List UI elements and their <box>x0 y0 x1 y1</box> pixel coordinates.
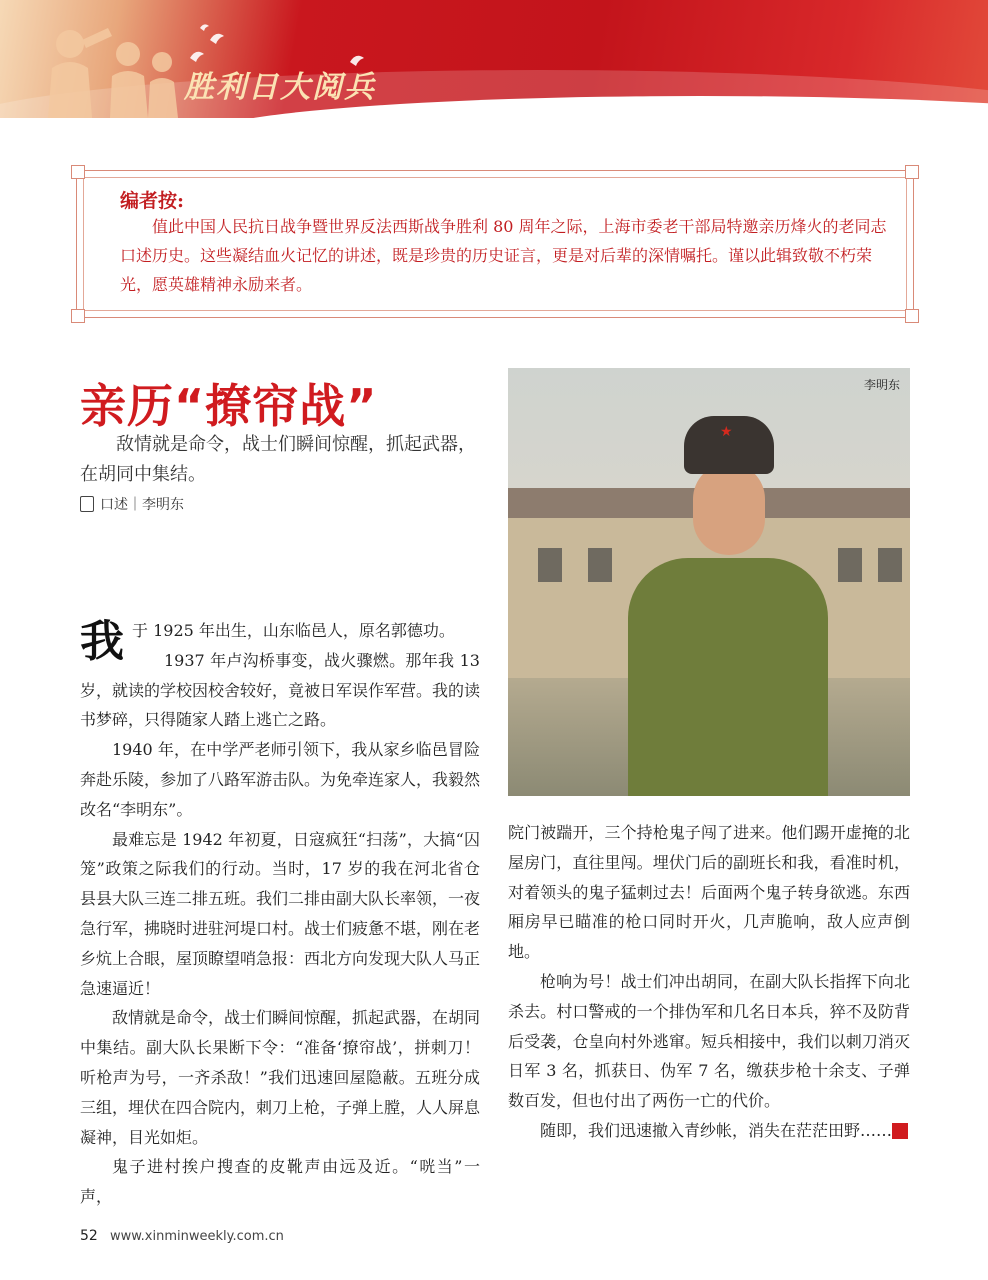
photo-uniform <box>628 558 828 796</box>
footer-url[interactable]: www.xinminweekly.com.cn <box>109 1229 284 1244</box>
frame-corner <box>71 165 85 179</box>
byline-text: 口述｜李明东 <box>100 497 184 513</box>
article-column-2 <box>508 818 936 1146</box>
photo-window <box>588 548 612 582</box>
paragraph: 鬼子进村挨户搜查的皮靴声由远及近。“咣当”一声， <box>80 1157 480 1207</box>
portrait-photo <box>508 368 910 796</box>
article-title: 亲历“撩帘战” <box>80 379 378 433</box>
frame-corner <box>71 309 85 323</box>
page-footer <box>80 1228 284 1244</box>
frame-corner <box>905 309 919 323</box>
page-number: 52 <box>80 1228 98 1244</box>
paragraph: 于 1925 年出生，山东临邑人，原名郭德功。 <box>132 621 455 640</box>
paragraph: 敌情就是命令，战士们瞬间惊醒，抓起武器，在胡同中集结。副大队长果断下令：“准备‘撩帘战’，拼刺刀！听枪声为号，一齐杀敌！”我们迅速回屋隐蔽。五班分成三组，埋伏在四合院内，刺刀上枪，子弹上膛，人人屏息凝神，目光如炬。 <box>80 1008 481 1147</box>
photo-window <box>838 548 862 582</box>
frame-corner <box>905 165 919 179</box>
lead-text: 敌情就是命令，战士们瞬间惊醒，抓起武器，在胡同中集结。 <box>80 434 476 485</box>
editor-note-heading: 编者按: <box>120 190 185 212</box>
banner-title: 胜利日大阅兵 <box>184 70 376 105</box>
pen-icon <box>80 496 94 512</box>
paragraph: 院门被踹开，三个持枪鬼子闯了进来。他们踢开虚掩的北屋房门，直往里闯。埋伏门后的副班长和我，看准时机，对着领头的鬼子猛刺过去！后面两个鬼子转身欲逃。东西厢房早已瞄准的枪口同时开火，几声脆响，敌人应声倒地。 <box>508 823 910 962</box>
end-mark-icon: 民 <box>892 1123 908 1139</box>
article-column-1 <box>80 616 480 1212</box>
photo-face <box>693 463 765 555</box>
soldiers-silhouette-icon <box>30 10 180 118</box>
article-lead <box>80 430 490 490</box>
editor-note-text <box>120 212 890 299</box>
byline <box>80 494 184 514</box>
paragraph: 最难忘是 1942 年初夏，日寇疯狂“扫荡”，大搞“囚笼”政策之际我们的行动。当时，17 岁的我在河北省仓县县大队三连二排五班。我们二排由副大队长率领，一夜急行军，拂晓时进驻河堤口村。战士们疲惫不堪，刚在老乡炕上合眼，屋顶瞭望哨急报：西北方向发现大队人马正急速逼近！ <box>80 829 481 998</box>
paragraph: 1940 年，在中学严老师引领下，我从家乡临邑冒险奔赴乐陵，参加了八路军游击队。为免牵连家人，我毅然改名“李明东”。 <box>80 740 481 819</box>
photo-caption: 李明东 <box>863 378 900 392</box>
paragraph: 随即，我们迅速撤入青纱帐，消失在茫茫田野…… <box>540 1120 893 1140</box>
photo-window <box>878 548 902 582</box>
header-banner <box>0 0 988 118</box>
cap-star-icon: ★ <box>720 424 733 440</box>
paragraph: 枪响为号！战士们冲出胡同，在副大队长指挥下向北杀去。村口警戒的一个排伪军和几名日本兵，猝不及防背后受袭，仓皇向村外逃窜。短兵相接中，我们以刺刀消灭日军 3 名，抓获日、伪军 7 名，缴获步枪十余支、子弹数百发，但也付出了两伤一亡的代价。 <box>508 971 910 1111</box>
dropcap: 我 <box>80 616 124 667</box>
paragraph: 1937 年卢沟桥事变，战火骤燃。那年我 13 岁，就读的学校因校舍较好，竟被日军误作军营。我的读书梦碎，只得随家人踏上逃亡之路。 <box>80 650 481 730</box>
editor-note-body: 值此中国人民抗日战争暨世界反法西斯战争胜利 80 周年之际，上海市委老干部局特邀亲历烽火的老同志口述历史。这些凝结血火记忆的讲述，既是珍贵的历史证言，更是对后辈的深情嘱托。谨以此辑致敬不朽荣光，愿英雄精神永励来者。 <box>120 217 887 294</box>
photo-window <box>538 548 562 582</box>
